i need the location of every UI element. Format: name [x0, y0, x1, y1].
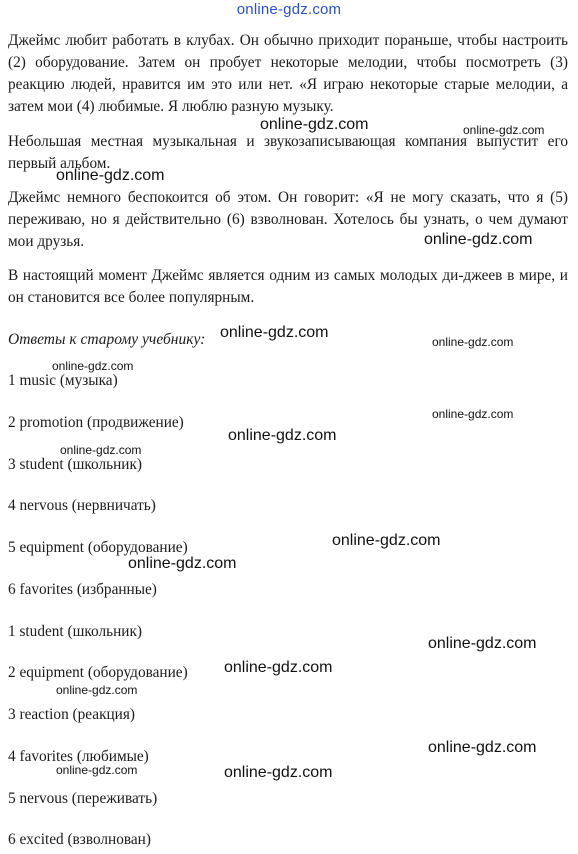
answer-item: 1 music (музыка): [8, 372, 118, 389]
watermark: online-gdz.com: [432, 335, 514, 349]
site-header-watermark: online-gdz.com: [236, 1, 342, 18]
watermark: online-gdz.com: [56, 167, 165, 184]
watermark: online-gdz.com: [332, 532, 441, 549]
answer-item: 4 nervous (нервничать): [8, 497, 156, 514]
watermark: online-gdz.com: [220, 324, 329, 341]
answer-item: 3 reaction (реакция): [8, 706, 135, 723]
story-paragraph-2: Небольшая местная музыкальная и звукозаписывающая компания выпустит его первый альбом.: [8, 133, 568, 172]
watermark: online-gdz.com: [432, 407, 514, 421]
story-paragraph-3: Джеймс немного беспокоится об этом. Он говорит: «Я не могу сказать, что я (5) переживаю, но я действительно (6) взволнован. Хотелось бы узнать, о чем думают мои друзья.: [8, 189, 568, 250]
answer-item: 2 promotion (продвижение): [8, 414, 184, 431]
watermark: online-gdz.com: [224, 659, 333, 676]
answer-item: 6 favorites (избранные): [8, 581, 157, 598]
watermark: online-gdz.com: [463, 123, 545, 137]
watermark: online-gdz.com: [56, 763, 138, 777]
watermark: online-gdz.com: [56, 683, 138, 697]
answers-heading: Ответы к старому учебнику:: [8, 331, 206, 348]
watermark: online-gdz.com: [228, 427, 337, 444]
watermark: online-gdz.com: [128, 555, 237, 572]
answer-item: 1 student (школьник): [8, 623, 142, 640]
answer-item: 2 equipment (оборудование): [8, 664, 188, 681]
watermark: online-gdz.com: [424, 231, 533, 248]
watermark: online-gdz.com: [260, 116, 369, 133]
watermark: online-gdz.com: [428, 635, 537, 652]
answer-item: 4 favorites (любимые): [8, 748, 149, 765]
story-paragraph-1: Джеймс любит работать в клубах. Он обычно приходит пораньше, чтобы настроить (2) оборудование. Затем он пробует некоторые мелодии, чтобы посмотреть (3) реакцию людей, нравится им это или нет. «Я играю некоторые старые мелодии, а затем мои (4) любимые. Я люблю разную музыку.: [8, 32, 568, 115]
story-paragraph-4: В настоящий момент Джеймс является одним из самых молодых ди-джеев в мире, и он становится все более популярным.: [8, 267, 568, 306]
watermark: online-gdz.com: [224, 764, 333, 781]
watermark: online-gdz.com: [60, 443, 142, 457]
watermark: online-gdz.com: [52, 359, 134, 373]
answer-item: 5 nervous (переживать): [8, 790, 158, 807]
answer-item: 6 excited (взволнован): [8, 831, 151, 848]
answer-item: 3 student (школьник): [8, 456, 142, 473]
answer-item: 5 equipment (оборудование): [8, 539, 188, 556]
watermark: online-gdz.com: [428, 739, 537, 756]
